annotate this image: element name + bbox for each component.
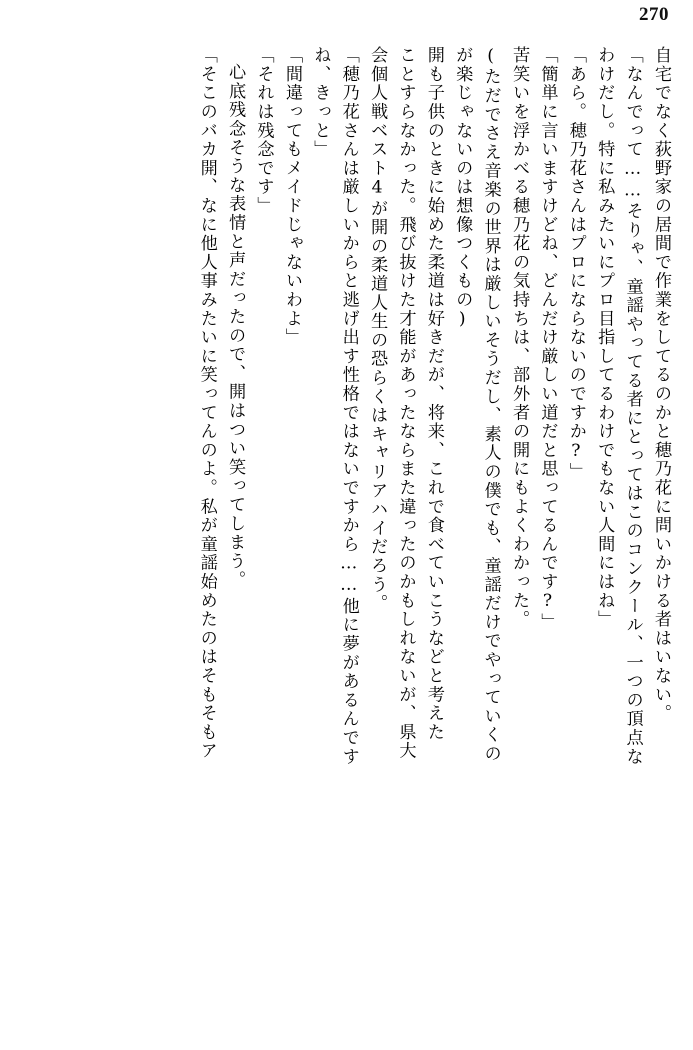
vertical-text-body	[24, 46, 669, 1020]
text-line: 「あら。穂乃花さんはプロにならないのですか?」	[565, 46, 586, 482]
text-line: 開も子供のときに始めた柔道は好きだが、将来、これで食べていこうなどと考えた	[423, 46, 444, 742]
text-line: ことすらなかった。飛び抜けた才能があったならまた違ったのかもしれないが、県大	[395, 46, 416, 761]
text-line: 「穂乃花さんは厳しいからと逃げ出す性格ではないですから……他に夢があるんです	[338, 46, 359, 766]
text-line: 「それは残念です」	[253, 46, 274, 216]
text-line: 会個人戦ベスト4が開の柔道人生の恐らくはキャリアハイだろう。	[367, 46, 388, 613]
text-line: が楽じゃないのは想像つくもの)	[452, 46, 473, 331]
text-line: 苦笑いを浮かべる穂乃花の気持ちは、部外者の開にもよくわかった。	[509, 46, 530, 629]
text-line: ね、きっと」	[310, 46, 331, 159]
text-line: 「なんでって……そりゃ、童謡やってる者にとってはこのコンクール、一つの頂点な	[622, 46, 643, 766]
page-number: 270	[639, 4, 669, 25]
text-line: わけだし。特に私みたいにプロ目指してるわけでもない人間にはね」	[594, 46, 615, 629]
text-line: 自宅でなく荻野家の居間で作業をしてるのかと穂乃花に問いかける者はいない。	[651, 46, 671, 723]
text-line: 「間違ってもメイドじゃないわよ」	[281, 46, 302, 347]
text-line: 「簡単に言いますけどね、どんだけ厳しい道だと思ってるんです?」	[537, 46, 558, 632]
text-line: 「そこのバカ開、なに他人事みたいに笑ってんのよ。私が童謡始めたのはそもそもア	[196, 46, 217, 761]
text-line: (ただでさえ音楽の世界は厳しいそうだし、素人の僕でも、童謡だけでやっていくの	[480, 46, 501, 764]
text-line: 心底残念そうな表情と声だったので、開はつい笑ってしまう。	[225, 63, 246, 590]
